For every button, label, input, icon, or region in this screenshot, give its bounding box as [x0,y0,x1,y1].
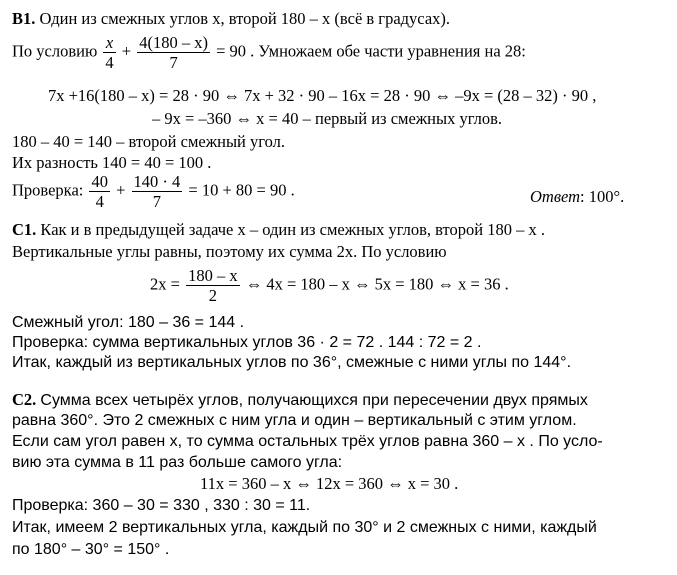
b1-frac1-den: 4 [105,53,114,72]
b1-frac2-den: 7 [137,52,210,72]
c2-line-1 [12,390,588,410]
b1-plus: + [121,41,132,61]
c2-line-4: вию эта сумма в 11 раз больше самого угла: [12,454,343,471]
b1-cond-prefix: По условию [12,41,98,61]
c1-intro: Как и в предыдущей задаче x – один из смежных углов, второй 180 – x . [40,220,545,239]
b1-second-angle: 180 – 40 = 140 – второй смежный угол. [12,132,285,151]
c1-eq-den: 2 [186,285,240,305]
c2-label: С2. [12,390,37,409]
b1-cond-suffix: = 90 . Умножаем обе части уравнения на 28: [216,41,526,61]
b1-check-line [12,172,295,211]
c2-intro: Сумма всех четырёх углов, получающихся при пересечении двух прямых [40,392,588,409]
c1-eq-num: 180 – x [188,266,238,285]
c1-check: Проверка: сумма вертикальных углов 36 · 2 = 72 . 144 : 72 = 2 . [12,334,482,351]
b1-check-f2-num: 140 · 4 [133,172,181,191]
c1-equation [150,266,509,305]
b1-frac-1 [103,33,115,72]
b1-check-frac-1 [89,172,110,211]
c2-conclusion-2: по 180° – 30° = 150° . [12,541,170,558]
b1-check-plus: + [116,180,126,200]
c1-label: С1. [12,220,37,239]
b1-eq2: – 9x = –360 ⇔ x = 40 – первый из смежных углов. [152,109,503,128]
b1-check-f1-den: 4 [89,191,110,211]
b1-difference: Их разность 140 = 40 = 100 . [12,153,212,172]
c2-check: Проверка: 360 – 30 = 330 , 330 : 30 = 11. [12,497,311,514]
c1-conclusion: Итак, каждый из вертикальных углов по 36°, смежные с ними углы по 144°. [12,354,572,371]
b1-check-f1-num: 40 [91,172,108,191]
b1-frac1-num: x [105,33,114,52]
b1-check-frac-2 [132,172,183,211]
b1-check-result: = 10 + 80 = 90 . [188,180,295,200]
c2-equation: 11x = 360 – x ⇔ 12x = 360 ⇔ x = 30 . [200,474,459,493]
c1-eq-frac [186,266,240,305]
b1-answer [530,187,624,206]
b1-frac2-num: 4(180 – x) [139,33,208,52]
c1-eq-left: 2x = [150,274,180,294]
b1-eq1: 7x +16(180 – x) = 28 · 90 ⇔ 7x + 32 · 90 – 16x = 28 · 90 ⇔ –9x = (28 – 32) · 90 , [48,86,597,105]
b1-intro-line [12,9,450,28]
b1-label: В1. [12,9,36,28]
c1-adjacent: Смежный угол: 180 – 36 = 144 . [12,314,245,331]
b1-intro: Один из смежных углов x, второй 180 – x (всё в градусах). [39,9,451,28]
c2-line-3: Если сам угол равен x, то сумма остальных трёх углов равна 360 – x . По усло- [12,433,603,450]
b1-check-label: Проверка: [12,180,84,200]
c1-eq-right: ⇔ 4x = 180 – x ⇔ 5x = 180 ⇔ x = 36 . [245,274,509,294]
b1-frac-2 [137,33,210,72]
b1-answer-label: Ответ [530,187,581,206]
c2-line-2: равна 360°. Это 2 смежных с ним угла и один – вертикальный с этим углом. [12,412,577,429]
c2-conclusion-1: Итак, имеем 2 вертикальных угла, каждый по 30° и 2 смежных с ними, каждый [12,519,597,536]
b1-answer-value: : 100°. [580,187,625,206]
b1-check-f2-den: 7 [132,191,183,211]
b1-condition-line [12,33,526,72]
c1-line-2: Вертикальные углы равны, поэтому их сумма 2x. По условию [12,242,447,261]
c1-line-1 [12,220,545,239]
